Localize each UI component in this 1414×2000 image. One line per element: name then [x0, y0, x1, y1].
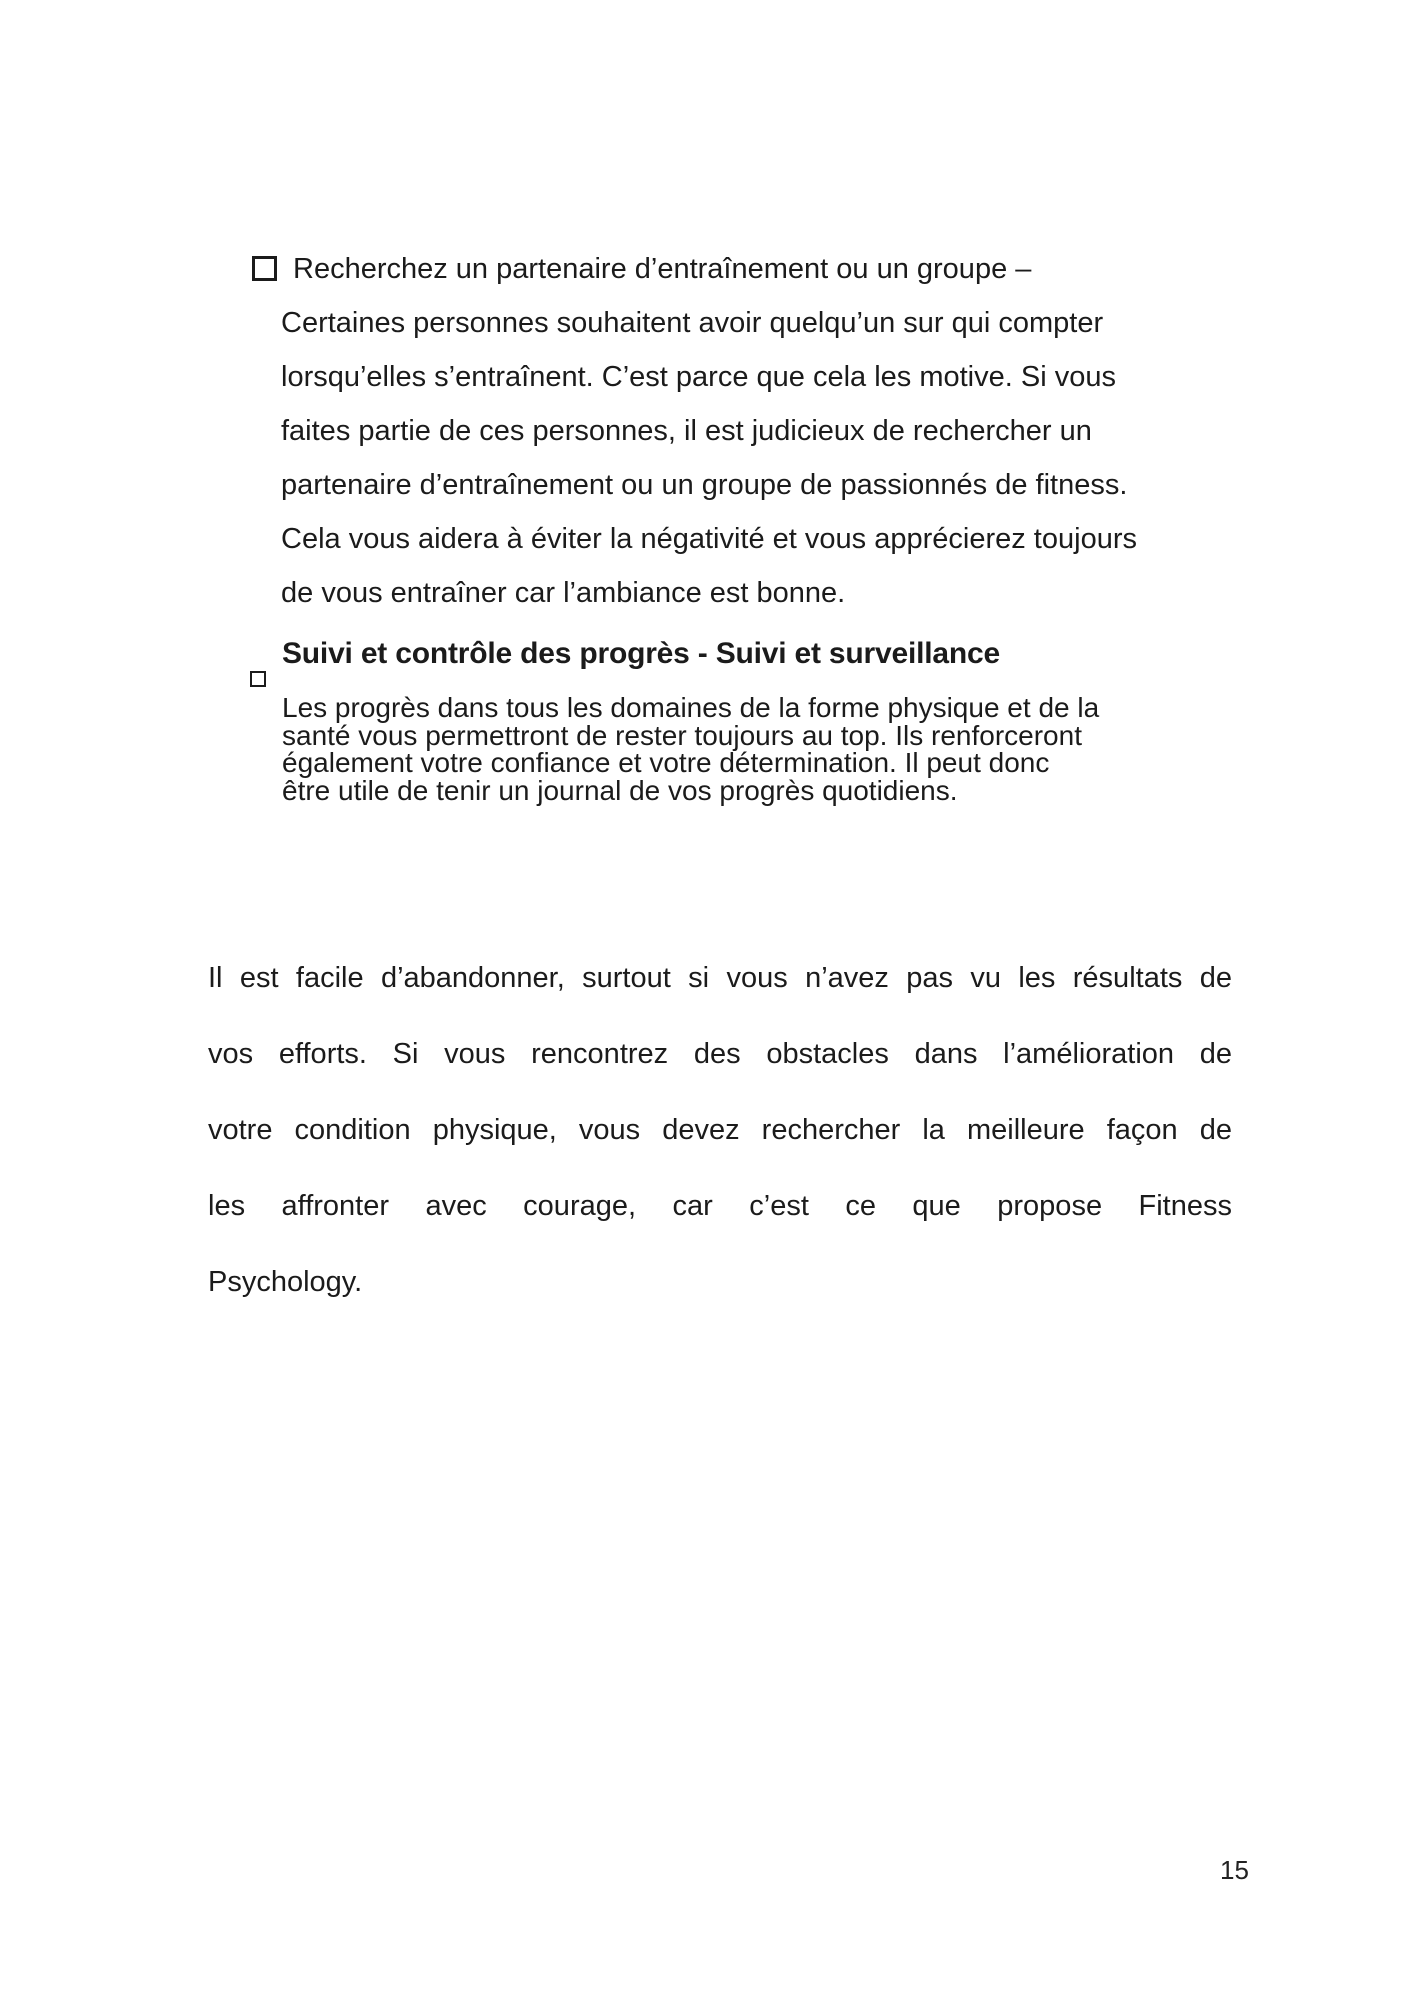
paragraph-line: également votre confiance et votre détermination. Il peut donc: [282, 747, 1050, 779]
paragraph-line: les affronter avec courage, car c’est ce que propose Fitness: [208, 1190, 1232, 1222]
checkbox-icon: [252, 256, 277, 281]
checklist-item-paragraph: [282, 694, 1182, 804]
checklist-item-text: faites partie de ces personnes, il est judicieux de rechercher un: [281, 415, 1092, 447]
checkbox-icon: [250, 671, 266, 687]
paragraph-line: Les progrès dans tous les domaines de la forme physique et de la: [282, 692, 1100, 723]
paragraph-line: Psychology.: [208, 1266, 363, 1298]
section-heading: Suivi et contrôle des progrès - Suivi et surveillance: [282, 637, 1000, 670]
checklist-item-text: de vous entraîner car l’ambiance est bonne.: [281, 577, 846, 609]
paragraph-line: vos efforts. Si vous rencontrez des obstacles dans l’amélioration de: [208, 1038, 1232, 1070]
paragraph-line: santé vous permettront de rester toujours au top. Ils renforceront: [282, 719, 1082, 751]
checklist-item-text: Cela vous aidera à éviter la négativité et vous apprécierez toujours: [281, 523, 1137, 555]
checklist-item-text: partenaire d’entraînement ou un groupe de passionnés de fitness.: [281, 469, 1128, 501]
paragraph-line: Il est facile d’abandonner, surtout si vous n’avez pas vu les résultats de: [208, 962, 1232, 994]
checklist-item-text: lorsqu’elles s’entraînent. C’est parce que cela les motive. Si vous: [281, 361, 1116, 393]
checklist-item-text: Certaines personnes souhaitent avoir quelqu’un sur qui compter: [281, 307, 1104, 339]
paragraph-line: être utile de tenir un journal de vos progrès quotidiens.: [282, 774, 958, 806]
checklist-item-first-line: [252, 242, 1252, 296]
closing-paragraph: [208, 940, 1232, 1320]
paragraph-line: votre condition physique, vous devez rechercher la meilleure façon de: [208, 1114, 1232, 1146]
page-number: 15: [1220, 1855, 1249, 1885]
checklist-item-text: Recherchez un partenaire d’entraînement ou un groupe –: [293, 253, 1032, 285]
checklist-item-partner: [252, 242, 1252, 620]
